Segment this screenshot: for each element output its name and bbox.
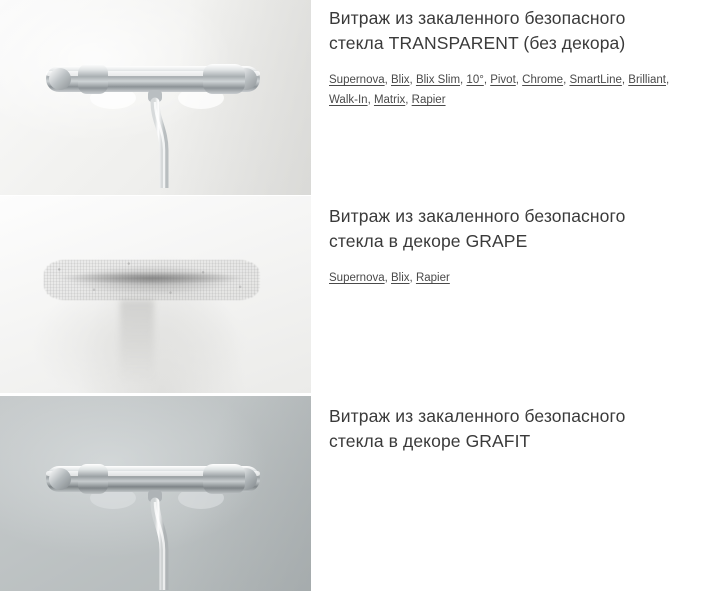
tag-separator: , bbox=[409, 272, 416, 284]
list-item bbox=[0, 0, 705, 196]
page-title: Витраж из закаленного безопасного стекла в декоре GRAPE bbox=[329, 206, 626, 251]
tag-link[interactable]: Rapier bbox=[415, 272, 450, 284]
thermostat-faucet-illustration bbox=[38, 58, 270, 188]
grafit-glass-photo bbox=[0, 396, 311, 591]
tag-link[interactable]: Supernova bbox=[329, 272, 385, 284]
tag-link[interactable]: Pivot bbox=[490, 74, 516, 86]
tag-link[interactable]: Blix bbox=[391, 74, 410, 86]
tag-separator: , bbox=[483, 74, 491, 86]
list-item bbox=[0, 196, 705, 396]
tag-link[interactable]: Supernova bbox=[329, 74, 385, 86]
tag-separator: , bbox=[384, 272, 392, 284]
tag-link[interactable]: Matrix bbox=[373, 94, 406, 106]
tag-list-2 bbox=[329, 268, 689, 288]
tag-separator: , bbox=[515, 74, 523, 86]
tag-separator: , bbox=[384, 74, 392, 86]
tag-separator: , bbox=[409, 74, 416, 86]
tag-list-1 bbox=[329, 70, 689, 110]
page-title: Витраж из закаленного безопасного стекла в декоре GRAFIT bbox=[329, 406, 626, 451]
item-text-block bbox=[311, 196, 705, 288]
thermostat-faucet-illustration bbox=[38, 458, 270, 590]
item-text-block bbox=[311, 396, 705, 468]
tag-link[interactable]: Walk-In bbox=[329, 94, 368, 106]
tag-separator: , bbox=[367, 94, 374, 106]
list-item bbox=[0, 396, 705, 600]
tag-separator: , bbox=[405, 94, 412, 106]
grape-texture-band bbox=[44, 260, 260, 300]
tag-separator: , bbox=[666, 74, 670, 86]
tag-separator: , bbox=[621, 74, 629, 86]
tag-link[interactable]: Rapier bbox=[411, 94, 446, 106]
tag-link[interactable]: SmartLine bbox=[569, 74, 622, 86]
tag-separator: , bbox=[460, 74, 467, 86]
tag-separator: , bbox=[563, 74, 570, 86]
grape-water-streak bbox=[120, 300, 154, 392]
transparent-glass-photo bbox=[0, 0, 311, 195]
tag-link[interactable]: Chrome bbox=[522, 74, 564, 86]
tag-link[interactable]: 10° bbox=[466, 74, 484, 86]
grape-glass-photo bbox=[0, 196, 311, 393]
tag-link[interactable]: Brilliant bbox=[628, 74, 666, 86]
item-text-block bbox=[311, 0, 705, 110]
tag-link[interactable]: Blix bbox=[391, 272, 410, 284]
tag-link[interactable]: Blix Slim bbox=[415, 74, 461, 86]
page-title: Витраж из закаленного безопасного стекла TRANSPARENT (без декора) bbox=[329, 8, 626, 53]
